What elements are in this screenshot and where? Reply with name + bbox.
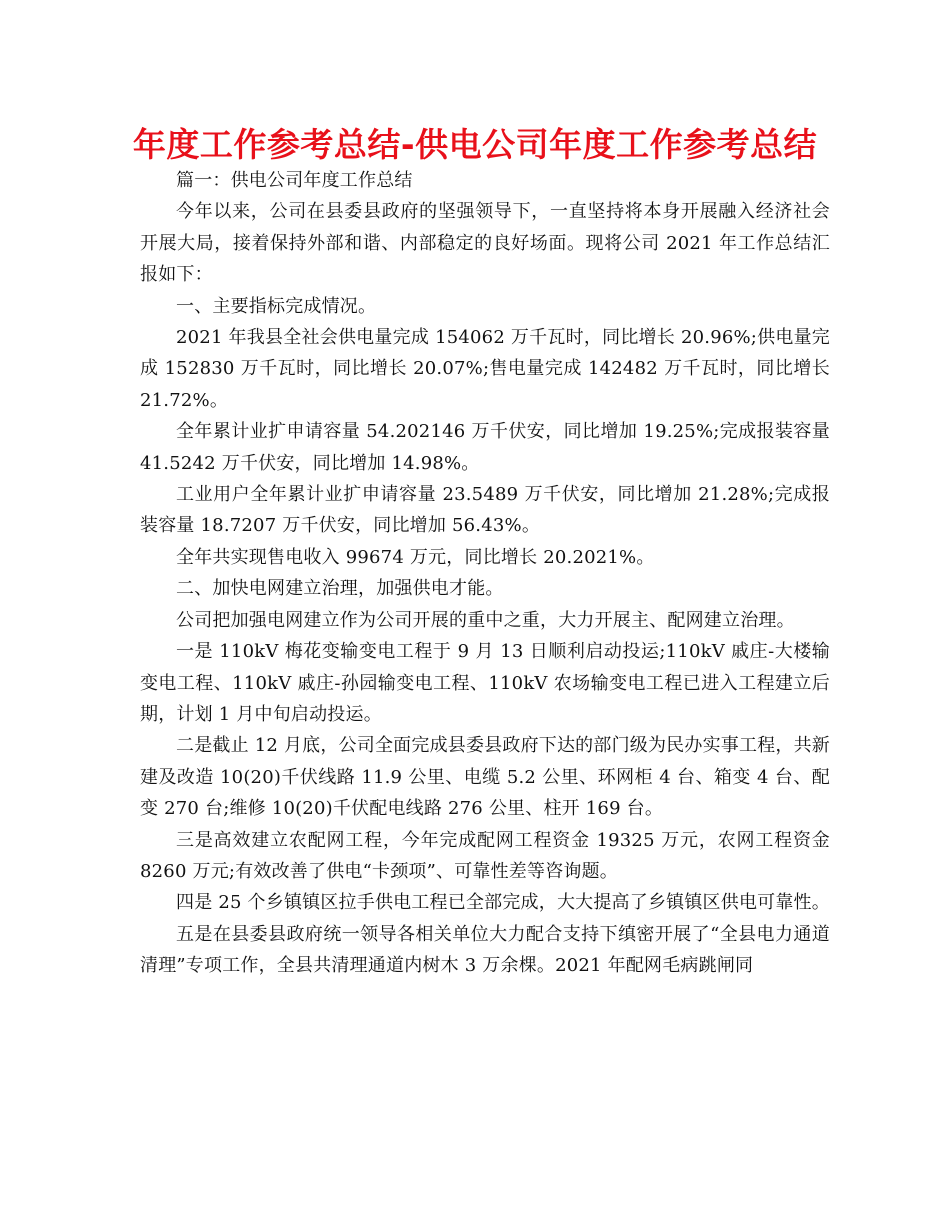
paragraph-heading-indicators: 一、主要指标完成情况。: [176, 295, 377, 317]
paragraph-item-4: 四是 25 个乡镇镇区拉手供电工程已全部完成，大大提高了乡镇镇区供电可靠性。: [176, 892, 830, 914]
paragraph-capacity: 全年累计业扩申请容量 54.202146 万千伏安，同比增加 19.25%;完成报装容量 41.5242 万千伏安，同比增加 14.98%。: [140, 421, 830, 474]
paragraph-item-3: 三是高效建立农配网工程，今年完成配网工程资金 19325 万元，农网工程资金 8260 万元;有效改善了供电“卡颈项”、可靠性差等咨询题。: [140, 829, 830, 882]
paragraph-item-1: 一是 110kV 梅花变输变电工程于 9 月 13 日顺利启动投运;110kV 戚庄-大楼输变电工程、110kV 戚庄-孙园输变电工程、110kV 农场输变电工程已进入工程建立后期，计划 1 月中旬启动投运。: [140, 641, 830, 725]
paragraph-intro: 今年以来，公司在县委县政府的坚强领导下，一直坚持将本身开展融入经济社会开展大局，接着保持外部和谐、内部稳定的良好场面。现将公司 2021 年工作总结汇报如下：: [140, 201, 830, 286]
paragraph-power-supply: 2021 年我县全社会供电量完成 154062 万千瓦时，同比增长 20.96%;供电量完成 152830 万千瓦时，同比增长 20.07%;售电量完成 142482 万千瓦时，同比增长 21.72%。: [140, 327, 830, 411]
paragraph-item-2: 二是截止 12 月底，公司全面完成县委县政府下达的部门级为民办实事工程，共新建及改造 10(20)千伏线路 11.9 公里、电缆 5.2 公里、环网柜 4 台、箱变 4 台、配变 270 台;维修 10(20)千伏配电线路 276 公里、柱开 169 台。: [140, 735, 830, 820]
document-title: 年度工作参考总结-供电公司年度工作参考总结: [132, 125, 818, 164]
paragraph-heading-grid: 二、加快电网建立治理，加强供电才能。: [176, 578, 504, 600]
paragraph-revenue: 全年共实现售电收入 99674 万元，同比增长 20.2021%。: [176, 546, 655, 568]
paragraph-industrial-capacity: 工业用户全年累计业扩申请容量 23.5489 万千伏安，同比增加 21.28%;完成报装容量 18.7207 万千伏安，同比增加 56.43%。: [140, 484, 830, 537]
paragraph-item-5: 五是在县委县政府统一领导各相关单位大力配合支持下缜密开展了“全县电力通道清理”专项工作，全县共清理通道内树木 3 万余棵。2021 年配网毛病跳闸同: [140, 923, 830, 977]
paragraph-grid-intro: 公司把加强电网建立作为公司开展的重中之重，大力开展主、配网建立治理。: [176, 609, 795, 631]
document-body: [140, 165, 830, 982]
paragraph-section-heading: 篇一：供电公司年度工作总结: [176, 170, 413, 191]
